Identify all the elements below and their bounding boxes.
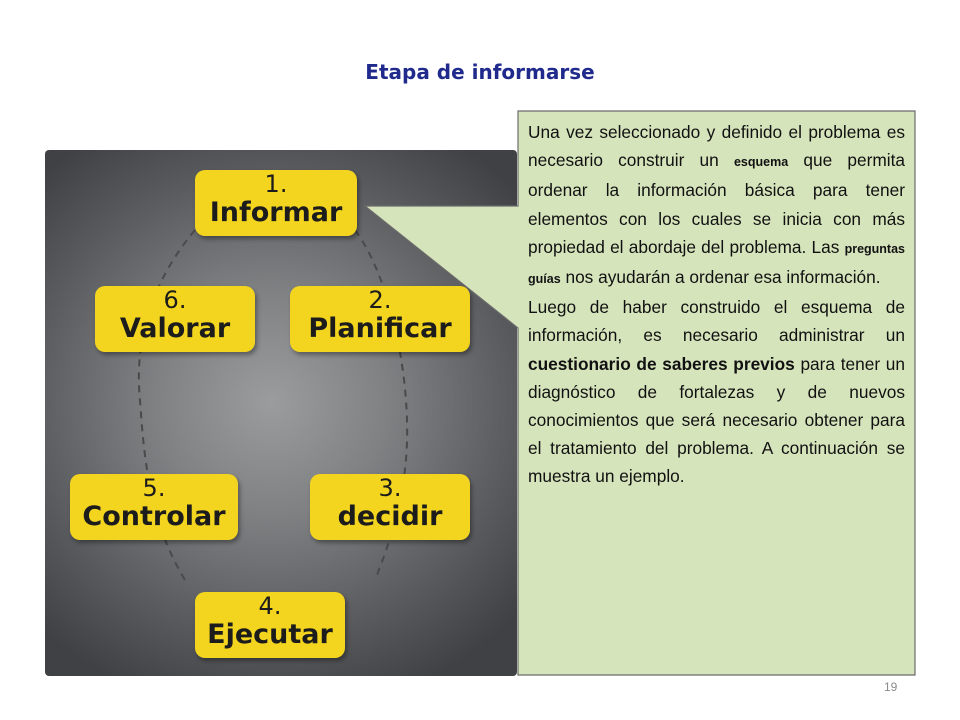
p1-text-a: Una vez seleccionado y definido el problema es necesario construir un bbox=[528, 122, 905, 171]
step-6-label: Valorar bbox=[119, 313, 231, 344]
step-6-number: 6. bbox=[163, 286, 187, 314]
paragraph-1 bbox=[528, 118, 905, 293]
step-4-number: 4. bbox=[258, 592, 282, 620]
step-5-number: 5. bbox=[142, 474, 166, 502]
step-2-label: Planificar bbox=[308, 313, 452, 344]
step-2-number: 2. bbox=[368, 286, 392, 314]
p2-term-cuestionario: cuestionario de saberes previos bbox=[528, 353, 795, 374]
p2-text-b: para tener un diagnóstico de fortalezas y de nuevos conocimientos que será necesario obtener para el tratamiento del problema. A continuación se muestra un ejemplo. bbox=[528, 353, 905, 487]
page-number: 19 bbox=[884, 680, 898, 694]
p1-term-esquema: esquema bbox=[733, 155, 789, 170]
paragraph-2 bbox=[528, 293, 905, 490]
step-1-label: Informar bbox=[209, 197, 343, 228]
slide-title: Etapa de informarse bbox=[365, 60, 595, 84]
p1-term-preguntas: preguntas guías bbox=[528, 241, 905, 287]
p1-text-b: que permita ordenar la información básica para tener elementos con los cuales se inicia con más propiedad el abordaje del problema. Las bbox=[528, 150, 905, 257]
p1-text-c: nos ayudarán a ordenar esa información. bbox=[560, 267, 881, 288]
step-3-number: 3. bbox=[378, 474, 402, 502]
callout-text bbox=[518, 111, 915, 675]
step-1-number: 1. bbox=[264, 170, 288, 198]
step-5-label: Controlar bbox=[82, 501, 226, 532]
step-3-label: decidir bbox=[337, 501, 443, 532]
p2-text-a: Luego de haber construido el esquema de información, es necesario administrar un bbox=[528, 297, 905, 346]
step-4-label: Ejecutar bbox=[207, 619, 333, 650]
